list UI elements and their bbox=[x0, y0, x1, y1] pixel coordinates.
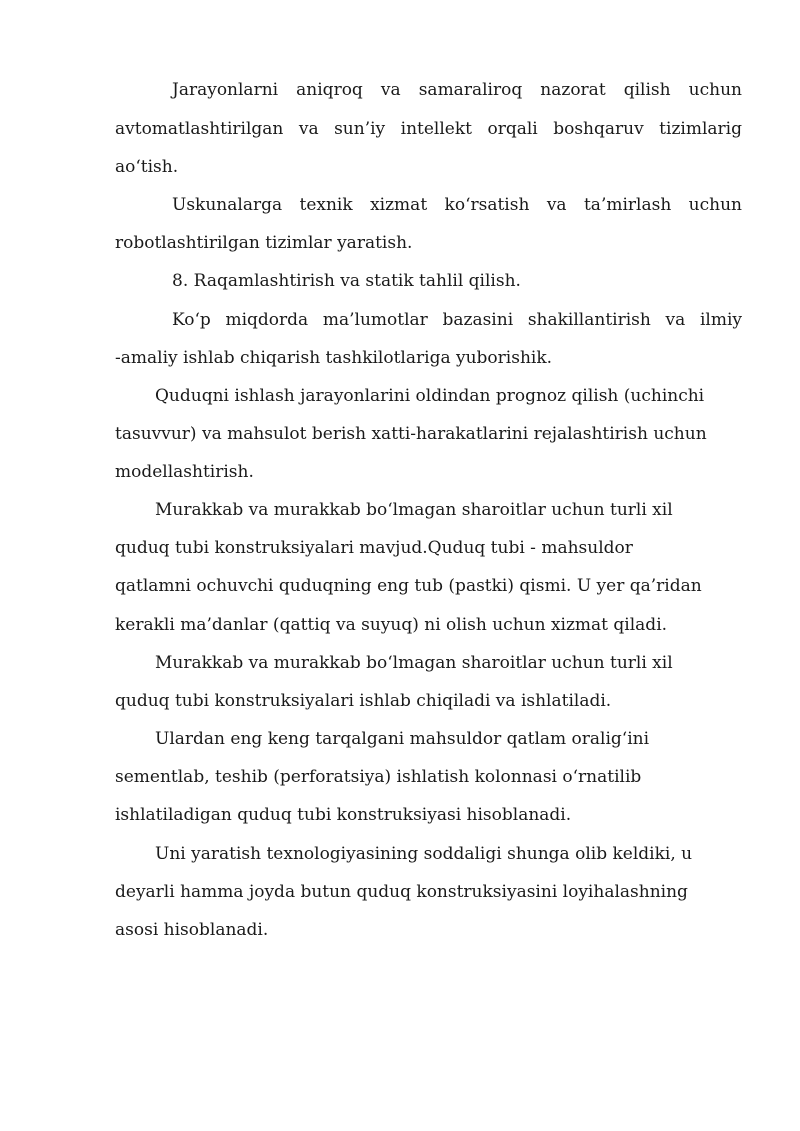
text-line: quduq tubi konstruksiyalari ishlab chiqiladi va ishlatiladi. bbox=[115, 691, 612, 711]
text-line: Ulardan eng keng tarqalgani mahsuldor qatlam oralig‘ini bbox=[155, 729, 650, 749]
text-line: Quduqni ishlash jarayonlarini oldindan prognoz qilish (uchinchi bbox=[155, 386, 705, 406]
text-line: deyarli hamma joyda butun quduq konstruksiyasini loyihalashning bbox=[115, 882, 688, 902]
text-line: Ko‘p miqdorda ma’lumotlar bazasini shakillantirish va ilmiy bbox=[172, 310, 742, 330]
section-heading: 8. Raqamlashtirish va statik tahlil qilish. bbox=[172, 271, 521, 291]
text-line: kerakli ma’danlar (qattiq va suyuq) ni olish uchun xizmat qiladi. bbox=[115, 615, 668, 635]
text-line: qatlamni ochuvchi quduqning eng tub (pastki) qismi. U yer qa’ridan bbox=[115, 576, 702, 596]
text-line: avtomatlashtirilgan va sun’iy intellekt orqali boshqaruv tizimlarig bbox=[115, 119, 742, 139]
text-line: ao‘tish. bbox=[115, 157, 179, 177]
text-line: Jarayonlarni aniqroq va samaraliroq nazorat qilish uchun bbox=[172, 80, 742, 100]
text-line: ishlatiladigan quduq tubi konstruksiyasi hisoblanadi. bbox=[115, 805, 572, 825]
text-line: modellashtirish. bbox=[115, 462, 254, 482]
text-line: sementlab, teshib (perforatsiya) ishlatish kolonnasi o‘rnatilib bbox=[115, 767, 642, 787]
text-line: Murakkab va murakkab bo‘lmagan sharoitlar uchun turli xil bbox=[155, 500, 673, 520]
text-line: Murakkab va murakkab bo‘lmagan sharoitlar uchun turli xil bbox=[155, 653, 673, 673]
text-line: tasuvvur) va mahsulot berish xatti-harakatlarini rejalashtirish uchun bbox=[115, 424, 707, 444]
text-line: Uskunalarga texnik xizmat ko‘rsatish va ta’mirlash uchun bbox=[172, 195, 742, 215]
text-line: asosi hisoblanadi. bbox=[115, 920, 269, 940]
text-line: quduq tubi konstruksiyalari mavjud.Quduq tubi - mahsuldor bbox=[115, 538, 633, 558]
text-line: -amaliy ishlab chiqarish tashkilotlariga yuborishik. bbox=[115, 348, 553, 368]
text-line: robotlashtirilgan tizimlar yaratish. bbox=[115, 233, 413, 253]
text-line: Uni yaratish texnologiyasining soddaligi shunga olib keldiki, u bbox=[155, 844, 693, 864]
